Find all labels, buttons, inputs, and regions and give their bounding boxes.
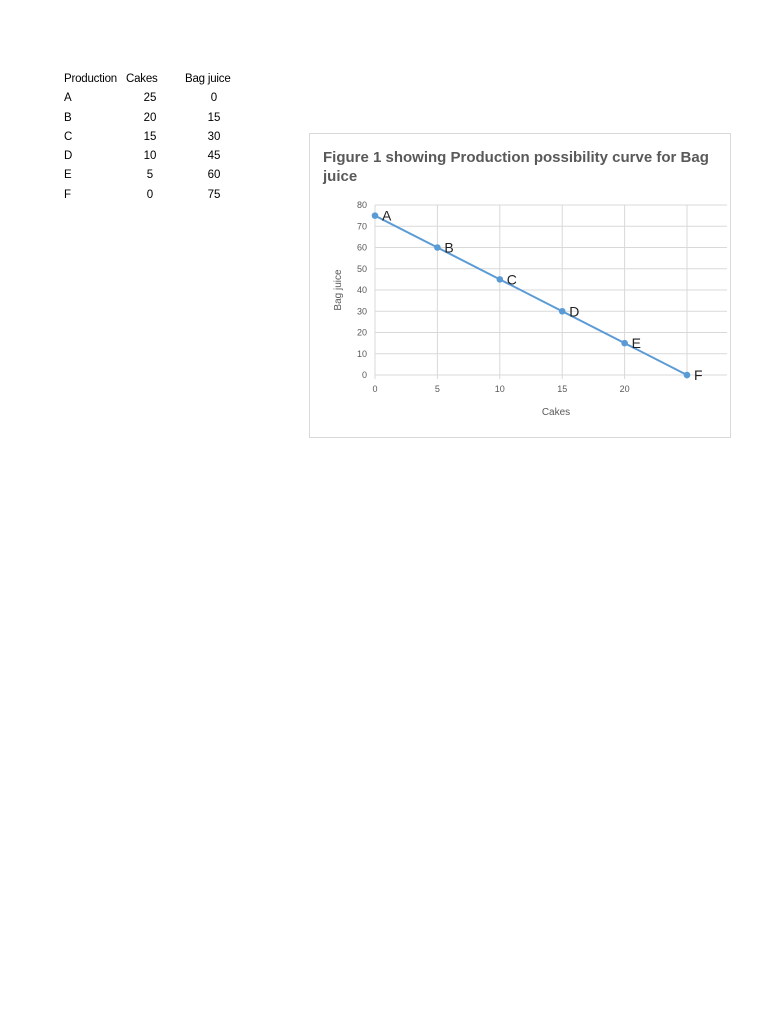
y-tick-label: 70	[356, 221, 367, 232]
data-label: F	[694, 367, 703, 383]
row-cakes: 10	[143, 150, 157, 163]
header-bag-juice: Bag juice	[185, 73, 231, 85]
row-label: F	[64, 188, 72, 201]
chart-viewport	[309, 133, 709, 438]
row-cakes: 15	[143, 130, 157, 143]
data-label: B	[444, 239, 454, 256]
row-label: C	[64, 130, 73, 143]
data-label: D	[569, 303, 580, 320]
row-bag-juice: 0	[210, 92, 218, 105]
y-tick-label: 10	[356, 348, 367, 359]
x-tick-label: 5	[434, 384, 440, 394]
data-point	[621, 340, 628, 347]
row-cakes: 0	[146, 188, 154, 201]
data-point	[497, 276, 504, 283]
data-point	[684, 372, 691, 379]
data-label: C	[506, 271, 517, 288]
x-tick-label: 0	[372, 384, 378, 394]
row-bag-juice: 15	[207, 111, 221, 124]
y-tick-label: 30	[356, 306, 367, 317]
data-label: A	[382, 207, 392, 224]
y-tick-label: 40	[356, 285, 367, 295]
row-bag-juice: 30	[207, 130, 221, 143]
row-label: A	[64, 92, 72, 105]
chart-title: Figure 1 showing Production possibility curve for Bag juice	[323, 149, 709, 185]
row-bag-juice: 75	[207, 188, 221, 201]
row-cakes: 5	[146, 169, 154, 182]
x-tick-label: 15	[557, 384, 568, 394]
x-tick-label: 10	[494, 384, 505, 394]
row-label: E	[64, 169, 72, 182]
header-production: Production	[64, 73, 117, 85]
y-tick-label: 0	[361, 370, 367, 380]
data-point	[559, 308, 566, 315]
row-bag-juice: 60	[207, 169, 221, 182]
row-label: B	[64, 111, 72, 124]
y-tick-label: 50	[356, 263, 367, 274]
x-axis-title: Cakes	[541, 407, 571, 418]
chart-area[interactable]	[309, 133, 731, 438]
header-cakes: Cakes	[126, 73, 158, 85]
y-axis-title: Bag juice	[333, 269, 344, 311]
row-label: D	[64, 150, 73, 163]
y-tick-label: 80	[356, 200, 367, 210]
row-cakes: 25	[143, 92, 157, 105]
y-tick-label: 60	[356, 242, 367, 253]
row-bag-juice: 45	[207, 150, 221, 163]
data-label: E	[631, 335, 641, 352]
row-cakes: 20	[143, 111, 157, 124]
ppc-plot	[310, 134, 730, 437]
data-point	[372, 212, 379, 219]
data-point	[434, 244, 441, 251]
y-tick-label: 20	[356, 327, 367, 338]
x-tick-label: 20	[619, 384, 630, 394]
